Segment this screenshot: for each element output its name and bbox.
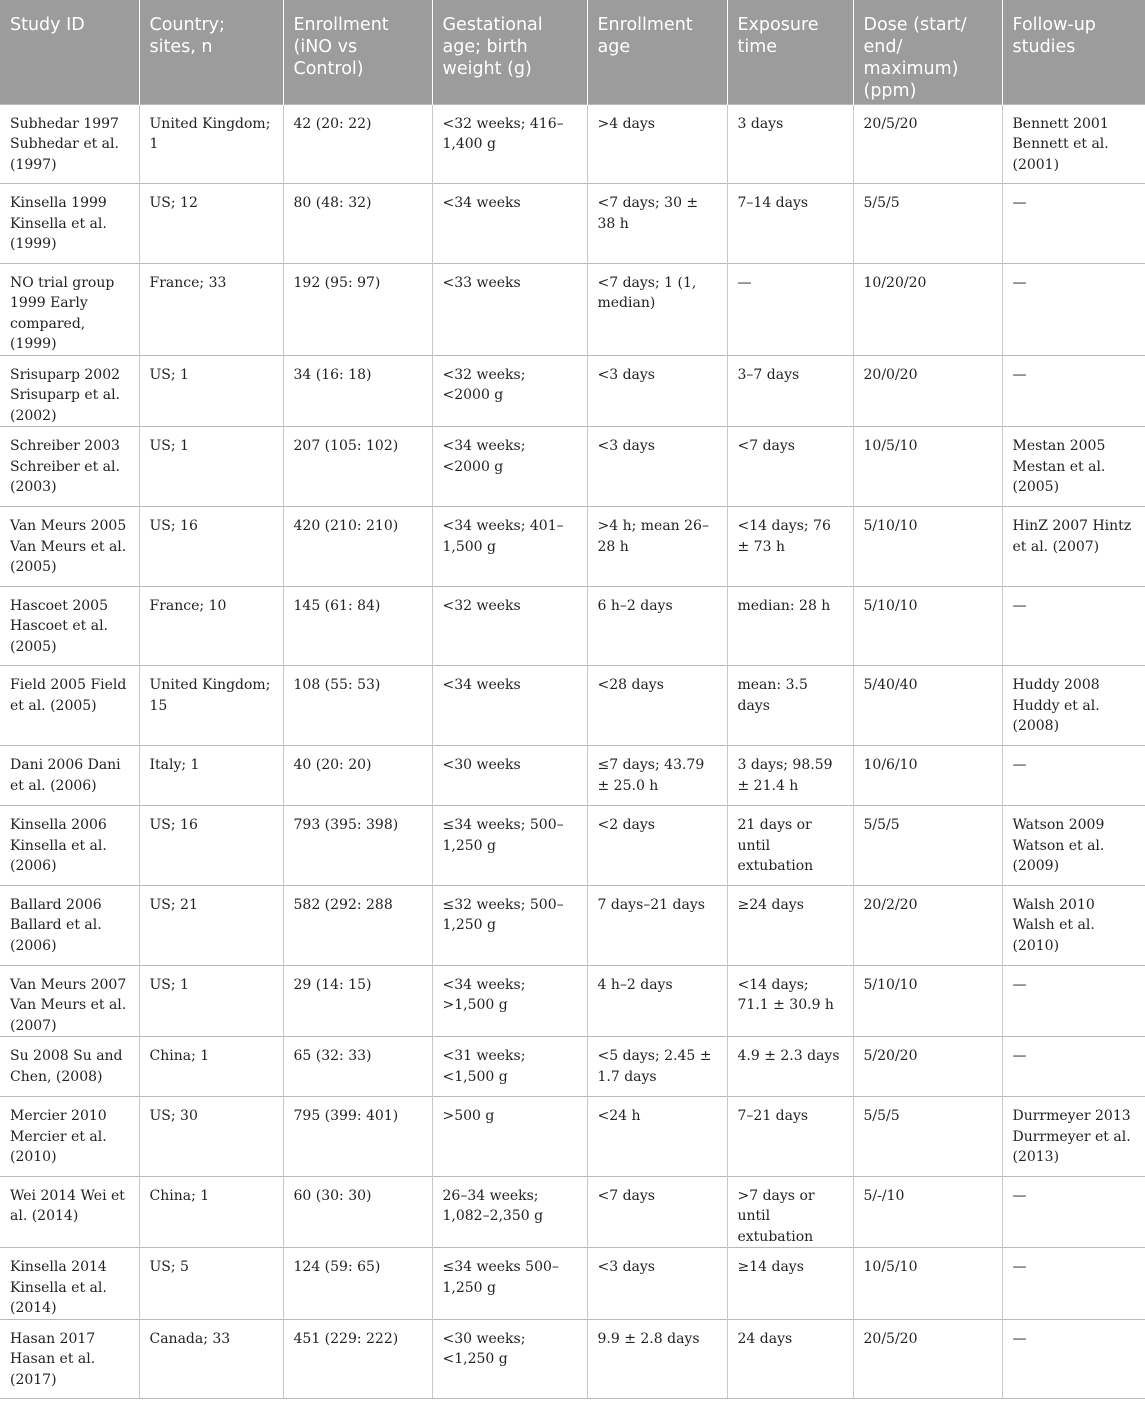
header-exposure-time: Exposure time: [727, 0, 853, 104]
cell-country-sites: China; 1: [139, 1176, 283, 1248]
table-body: [0, 104, 1145, 1399]
cell-exposure-time: 7–21 days: [727, 1097, 853, 1177]
cell-follow-up: Bennett 2001 Bennett et al. (2001): [1002, 104, 1145, 184]
header-enrollment: Enrollment (iNO vs Control): [283, 0, 432, 104]
cell-dose: 10/5/10: [853, 1248, 1002, 1320]
cell-country-sites: US; 21: [139, 885, 283, 965]
cell-country-sites: US; 12: [139, 184, 283, 264]
cell-follow-up: —: [1002, 1037, 1145, 1097]
cell-enrollment: 420 (210: 210): [283, 507, 432, 587]
cell-dose: 20/2/20: [853, 885, 1002, 965]
cell-country-sites: United Kingdom; 15: [139, 666, 283, 746]
table-row: [0, 1097, 1145, 1177]
cell-dose: 5/10/10: [853, 507, 1002, 587]
cell-country-sites: US; 16: [139, 806, 283, 886]
cell-dose: 5/5/5: [853, 1097, 1002, 1177]
cell-exposure-time: 3–7 days: [727, 355, 853, 427]
table-row: [0, 885, 1145, 965]
cell-follow-up: —: [1002, 184, 1145, 264]
cell-enrollment-age: <2 days: [587, 806, 727, 886]
header-enrollment-age: Enrollment age: [587, 0, 727, 104]
cell-dose: 20/0/20: [853, 355, 1002, 427]
cell-gestational-age: ≤32 weeks; 500–1,250 g: [432, 885, 587, 965]
cell-follow-up: —: [1002, 746, 1145, 806]
cell-enrollment: 582 (292: 288: [283, 885, 432, 965]
cell-enrollment: 192 (95: 97): [283, 263, 432, 355]
cell-study-id: Mercier 2010 Mercier et al. (2010): [0, 1097, 139, 1177]
cell-follow-up: —: [1002, 1248, 1145, 1320]
cell-gestational-age: <34 weeks: [432, 184, 587, 264]
table-row: [0, 666, 1145, 746]
cell-gestational-age: <33 weeks: [432, 263, 587, 355]
cell-dose: 5/40/40: [853, 666, 1002, 746]
cell-dose: 20/5/20: [853, 104, 1002, 184]
table-row: [0, 586, 1145, 666]
cell-country-sites: United Kingdom; 1: [139, 104, 283, 184]
cell-country-sites: US; 1: [139, 355, 283, 427]
cell-gestational-age: <30 weeks; <1,250 g: [432, 1319, 587, 1399]
table-row: [0, 746, 1145, 806]
cell-study-id: Ballard 2006 Ballard et al. (2006): [0, 885, 139, 965]
cell-study-id: NO trial group 1999 Early compared, (1999): [0, 263, 139, 355]
cell-enrollment-age: 6 h–2 days: [587, 586, 727, 666]
cell-enrollment-age: <5 days; 2.45 ± 1.7 days: [587, 1037, 727, 1097]
cell-enrollment-age: <3 days: [587, 355, 727, 427]
cell-country-sites: France; 10: [139, 586, 283, 666]
cell-dose: 10/6/10: [853, 746, 1002, 806]
cell-follow-up: Huddy 2008 Huddy et al. (2008): [1002, 666, 1145, 746]
header-dose: Dose (start/ end/ maximum) (ppm): [853, 0, 1002, 104]
cell-dose: 10/5/10: [853, 427, 1002, 507]
cell-gestational-age: <32 weeks; 416–1,400 g: [432, 104, 587, 184]
header-country-sites: Country; sites, n: [139, 0, 283, 104]
cell-country-sites: US; 5: [139, 1248, 283, 1320]
cell-enrollment: 108 (55: 53): [283, 666, 432, 746]
cell-country-sites: China; 1: [139, 1037, 283, 1097]
cell-exposure-time: 24 days: [727, 1319, 853, 1399]
cell-gestational-age: <31 weeks; <1,500 g: [432, 1037, 587, 1097]
table-header: [0, 0, 1145, 104]
cell-follow-up: Mestan 2005 Mestan et al. (2005): [1002, 427, 1145, 507]
header-study-id: Study ID: [0, 0, 139, 104]
cell-dose: 5/-/10: [853, 1176, 1002, 1248]
cell-gestational-age: <34 weeks: [432, 666, 587, 746]
table-row: [0, 1037, 1145, 1097]
cell-enrollment: 40 (20: 20): [283, 746, 432, 806]
cell-exposure-time: 7–14 days: [727, 184, 853, 264]
cell-study-id: Hascoet 2005 Hascoet et al. (2005): [0, 586, 139, 666]
cell-enrollment-age: <28 days: [587, 666, 727, 746]
table-row: [0, 1176, 1145, 1248]
cell-exposure-time: 3 days; 98.59 ± 21.4 h: [727, 746, 853, 806]
cell-enrollment: 793 (395: 398): [283, 806, 432, 886]
cell-enrollment-age: <3 days: [587, 427, 727, 507]
cell-study-id: Srisuparp 2002 Srisuparp et al. (2002): [0, 355, 139, 427]
cell-exposure-time: median: 28 h: [727, 586, 853, 666]
cell-follow-up: —: [1002, 1319, 1145, 1399]
cell-gestational-age: <34 weeks; 401–1,500 g: [432, 507, 587, 587]
table-row: [0, 806, 1145, 886]
cell-dose: 10/20/20: [853, 263, 1002, 355]
cell-country-sites: US; 1: [139, 427, 283, 507]
cell-gestational-age: <32 weeks: [432, 586, 587, 666]
cell-study-id: Van Meurs 2005 Van Meurs et al. (2005): [0, 507, 139, 587]
cell-follow-up: —: [1002, 965, 1145, 1037]
cell-study-id: Van Meurs 2007 Van Meurs et al. (2007): [0, 965, 139, 1037]
cell-exposure-time: <7 days: [727, 427, 853, 507]
table-row: [0, 507, 1145, 587]
cell-enrollment: 34 (16: 18): [283, 355, 432, 427]
cell-country-sites: France; 33: [139, 263, 283, 355]
cell-enrollment: 145 (61: 84): [283, 586, 432, 666]
cell-study-id: Kinsella 1999 Kinsella et al. (1999): [0, 184, 139, 264]
cell-country-sites: US; 16: [139, 507, 283, 587]
cell-follow-up: Watson 2009 Watson et al. (2009): [1002, 806, 1145, 886]
cell-follow-up: —: [1002, 355, 1145, 427]
cell-enrollment-age: 4 h–2 days: [587, 965, 727, 1037]
cell-follow-up: —: [1002, 1176, 1145, 1248]
cell-enrollment-age: >4 h; mean 26–28 h: [587, 507, 727, 587]
cell-exposure-time: ≥24 days: [727, 885, 853, 965]
header-row: [0, 0, 1145, 104]
cell-enrollment-age: >4 days: [587, 104, 727, 184]
cell-dose: 20/5/20: [853, 1319, 1002, 1399]
cell-follow-up: Walsh 2010 Walsh et al. (2010): [1002, 885, 1145, 965]
cell-exposure-time: <14 days; 76 ± 73 h: [727, 507, 853, 587]
table-row: [0, 355, 1145, 427]
cell-gestational-age: 26–34 weeks; 1,082–2,350 g: [432, 1176, 587, 1248]
cell-enrollment: 60 (30: 30): [283, 1176, 432, 1248]
cell-follow-up: HinZ 2007 Hintz et al. (2007): [1002, 507, 1145, 587]
cell-enrollment-age: <3 days: [587, 1248, 727, 1320]
cell-study-id: Field 2005 Field et al. (2005): [0, 666, 139, 746]
cell-gestational-age: >500 g: [432, 1097, 587, 1177]
cell-enrollment-age: ≤7 days; 43.79 ± 25.0 h: [587, 746, 727, 806]
cell-gestational-age: <30 weeks: [432, 746, 587, 806]
cell-study-id: Kinsella 2014 Kinsella et al. (2014): [0, 1248, 139, 1320]
table-row: [0, 427, 1145, 507]
cell-dose: 5/10/10: [853, 965, 1002, 1037]
cell-exposure-time: 3 days: [727, 104, 853, 184]
cell-enrollment: 124 (59: 65): [283, 1248, 432, 1320]
cell-dose: 5/20/20: [853, 1037, 1002, 1097]
cell-country-sites: US; 1: [139, 965, 283, 1037]
cell-enrollment: 795 (399: 401): [283, 1097, 432, 1177]
cell-study-id: Hasan 2017 Hasan et al. (2017): [0, 1319, 139, 1399]
cell-enrollment-age: 7 days–21 days: [587, 885, 727, 965]
cell-gestational-age: <34 weeks; >1,500 g: [432, 965, 587, 1037]
table-row: [0, 184, 1145, 264]
cell-study-id: Subhedar 1997 Subhedar et al. (1997): [0, 104, 139, 184]
cell-enrollment: 65 (32: 33): [283, 1037, 432, 1097]
cell-enrollment: 207 (105: 102): [283, 427, 432, 507]
cell-enrollment-age: 9.9 ± 2.8 days: [587, 1319, 727, 1399]
table-row: [0, 1248, 1145, 1320]
header-gestational-age: Gestational age; birth weight (g): [432, 0, 587, 104]
cell-exposure-time: <14 days; 71.1 ± 30.9 h: [727, 965, 853, 1037]
cell-exposure-time: >7 days or until extubation: [727, 1176, 853, 1248]
table-row: [0, 1319, 1145, 1399]
cell-enrollment: 29 (14: 15): [283, 965, 432, 1037]
table-row: [0, 104, 1145, 184]
cell-country-sites: US; 30: [139, 1097, 283, 1177]
table-row: [0, 965, 1145, 1037]
cell-gestational-age: <34 weeks; <2000 g: [432, 427, 587, 507]
cell-dose: 5/5/5: [853, 806, 1002, 886]
cell-study-id: Kinsella 2006 Kinsella et al. (2006): [0, 806, 139, 886]
cell-study-id: Su 2008 Su and Chen, (2008): [0, 1037, 139, 1097]
table-row: [0, 263, 1145, 355]
header-follow-up: Follow-up studies: [1002, 0, 1145, 104]
cell-enrollment-age: <7 days: [587, 1176, 727, 1248]
cell-dose: 5/10/10: [853, 586, 1002, 666]
cell-enrollment-age: <7 days; 30 ± 38 h: [587, 184, 727, 264]
cell-enrollment: 80 (48: 32): [283, 184, 432, 264]
cell-enrollment: 451 (229: 222): [283, 1319, 432, 1399]
cell-exposure-time: 4.9 ± 2.3 days: [727, 1037, 853, 1097]
cell-enrollment-age: <7 days; 1 (1, median): [587, 263, 727, 355]
cell-follow-up: Durrmeyer 2013 Durrmeyer et al. (2013): [1002, 1097, 1145, 1177]
cell-study-id: Wei 2014 Wei et al. (2014): [0, 1176, 139, 1248]
cell-gestational-age: ≤34 weeks; 500–1,250 g: [432, 806, 587, 886]
cell-enrollment-age: <24 h: [587, 1097, 727, 1177]
cell-follow-up: —: [1002, 263, 1145, 355]
cell-exposure-time: mean: 3.5 days: [727, 666, 853, 746]
cell-gestational-age: ≤34 weeks 500–1,250 g: [432, 1248, 587, 1320]
cell-country-sites: Italy; 1: [139, 746, 283, 806]
cell-exposure-time: 21 days or until extubation: [727, 806, 853, 886]
cell-exposure-time: —: [727, 263, 853, 355]
cell-dose: 5/5/5: [853, 184, 1002, 264]
cell-enrollment: 42 (20: 22): [283, 104, 432, 184]
cell-gestational-age: <32 weeks; <2000 g: [432, 355, 587, 427]
cell-country-sites: Canada; 33: [139, 1319, 283, 1399]
cell-study-id: Dani 2006 Dani et al. (2006): [0, 746, 139, 806]
cell-exposure-time: ≥14 days: [727, 1248, 853, 1320]
cell-follow-up: —: [1002, 586, 1145, 666]
cell-study-id: Schreiber 2003 Schreiber et al. (2003): [0, 427, 139, 507]
